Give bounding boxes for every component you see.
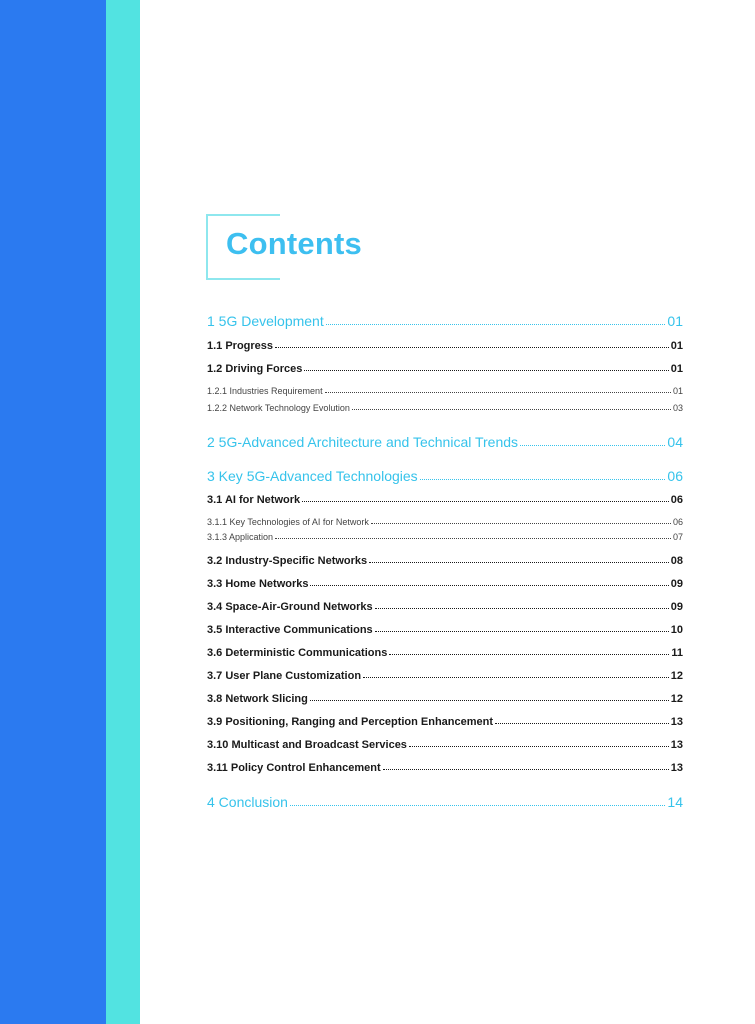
- toc-entry-label: 3.11 Policy Control Enhancement: [207, 762, 381, 774]
- toc-entry[interactable]: [207, 624, 683, 636]
- toc-entry-page: 10: [670, 624, 683, 636]
- toc-entry-label: 3.10 Multicast and Broadcast Services: [207, 739, 407, 751]
- toc-entry-page: 01: [670, 363, 683, 375]
- toc-entry[interactable]: [207, 693, 683, 705]
- toc-leader-dots: [495, 723, 669, 724]
- toc-entry-label: 3 Key 5G-Advanced Technologies: [207, 468, 418, 484]
- toc-entry-page: 06: [667, 468, 683, 484]
- toc-entry[interactable]: [207, 739, 683, 751]
- left-blue-band: [0, 0, 106, 1024]
- toc-entry[interactable]: [207, 601, 683, 613]
- toc-entry-label: 3.1 AI for Network: [207, 494, 301, 506]
- toc-leader-dots: [275, 347, 669, 348]
- toc-entry[interactable]: [207, 762, 683, 774]
- toc-entry-page: 01: [667, 313, 683, 329]
- toc-entry-page: 13: [670, 739, 683, 751]
- toc-leader-dots: [363, 677, 669, 678]
- toc-entry[interactable]: [207, 363, 683, 375]
- toc-entry[interactable]: [207, 532, 683, 542]
- toc-entry-page: 11: [671, 647, 683, 659]
- toc-entry-page: 01: [670, 340, 683, 352]
- toc-entry-label: 3.2 Industry-Specific Networks: [207, 555, 368, 567]
- toc-entry-page: 12: [670, 670, 683, 682]
- toc-leader-dots: [290, 805, 665, 806]
- toc-leader-dots: [389, 654, 669, 655]
- toc-entry[interactable]: [207, 670, 683, 682]
- toc-leader-dots: [371, 523, 671, 524]
- toc-entry-page: 09: [670, 578, 683, 590]
- toc-entry-page: 09: [670, 601, 683, 613]
- toc-entry-label: 3.9 Positioning, Ranging and Perception Enhancement: [207, 716, 494, 728]
- toc-entry-page: 03: [672, 403, 683, 413]
- toc-entry[interactable]: [207, 403, 683, 413]
- toc-entry-page: 13: [670, 716, 683, 728]
- toc-entry-label: 3.7 User Plane Customization: [207, 670, 362, 682]
- page-title: Contents: [226, 226, 362, 261]
- toc-entry[interactable]: [207, 517, 683, 527]
- toc-leader-dots: [383, 769, 669, 770]
- toc-leader-dots: [310, 700, 669, 701]
- toc-entry-page: 07: [672, 532, 683, 542]
- toc-leader-dots: [375, 608, 669, 609]
- toc-entry-label: 3.4 Space-Air-Ground Networks: [207, 601, 373, 613]
- toc-leader-dots: [420, 479, 666, 480]
- toc-leader-dots: [304, 370, 668, 371]
- toc-entry[interactable]: [207, 386, 683, 396]
- toc-leader-dots: [375, 631, 669, 632]
- toc-leader-dots: [369, 562, 669, 563]
- toc-entry-label: 1.2.2 Network Technology Evolution: [207, 403, 350, 413]
- toc-leader-dots: [326, 324, 666, 325]
- toc-leader-dots: [275, 538, 671, 539]
- toc-entry[interactable]: [207, 555, 683, 567]
- toc-leader-dots: [520, 445, 665, 446]
- toc-leader-dots: [409, 746, 669, 747]
- toc-entry-label: 2 5G-Advanced Architecture and Technical Trends: [207, 434, 519, 450]
- toc-entry-label: 1.1 Progress: [207, 340, 274, 352]
- toc-entry-page: 08: [670, 555, 683, 567]
- toc-entry-page: 13: [670, 762, 683, 774]
- toc-entry-page: 04: [667, 434, 683, 450]
- toc-entry-page: 06: [672, 517, 683, 527]
- toc-leader-dots: [310, 585, 668, 586]
- toc-entry-label: 3.8 Network Slicing: [207, 693, 308, 705]
- toc-entry[interactable]: [207, 468, 683, 484]
- toc-entry-label: 1.2 Driving Forces: [207, 363, 303, 375]
- toc-leader-dots: [302, 501, 669, 502]
- toc-entry-label: 1 5G Development: [207, 313, 324, 329]
- toc-entry[interactable]: [207, 313, 683, 329]
- toc-leader-dots: [325, 392, 671, 393]
- toc-entry-label: 3.1.1 Key Technologies of AI for Network: [207, 517, 369, 527]
- toc-entry-label: 3.1.3 Application: [207, 532, 274, 542]
- toc-entry-label: 3.3 Home Networks: [207, 578, 309, 590]
- toc-entry[interactable]: [207, 716, 683, 728]
- toc-entry[interactable]: [207, 494, 683, 506]
- toc-entry-label: 3.6 Deterministic Communications: [207, 647, 388, 659]
- toc-entry-label: 4 Conclusion: [207, 794, 288, 810]
- toc-entry[interactable]: [207, 434, 683, 450]
- toc-entry-page: 01: [672, 386, 683, 396]
- toc-entry-label: 3.5 Interactive Communications: [207, 624, 373, 636]
- toc-entry[interactable]: [207, 578, 683, 590]
- toc-entry[interactable]: [207, 340, 683, 352]
- toc-entry-page: 12: [670, 693, 683, 705]
- toc-entry[interactable]: [207, 794, 683, 810]
- toc-leader-dots: [352, 409, 671, 410]
- toc-entry-page: 14: [667, 794, 683, 810]
- toc-entry-page: 06: [670, 494, 683, 506]
- toc-entry[interactable]: [207, 647, 683, 659]
- toc-entry-label: 1.2.1 Industries Requirement: [207, 386, 323, 396]
- left-cyan-band: [106, 0, 140, 1024]
